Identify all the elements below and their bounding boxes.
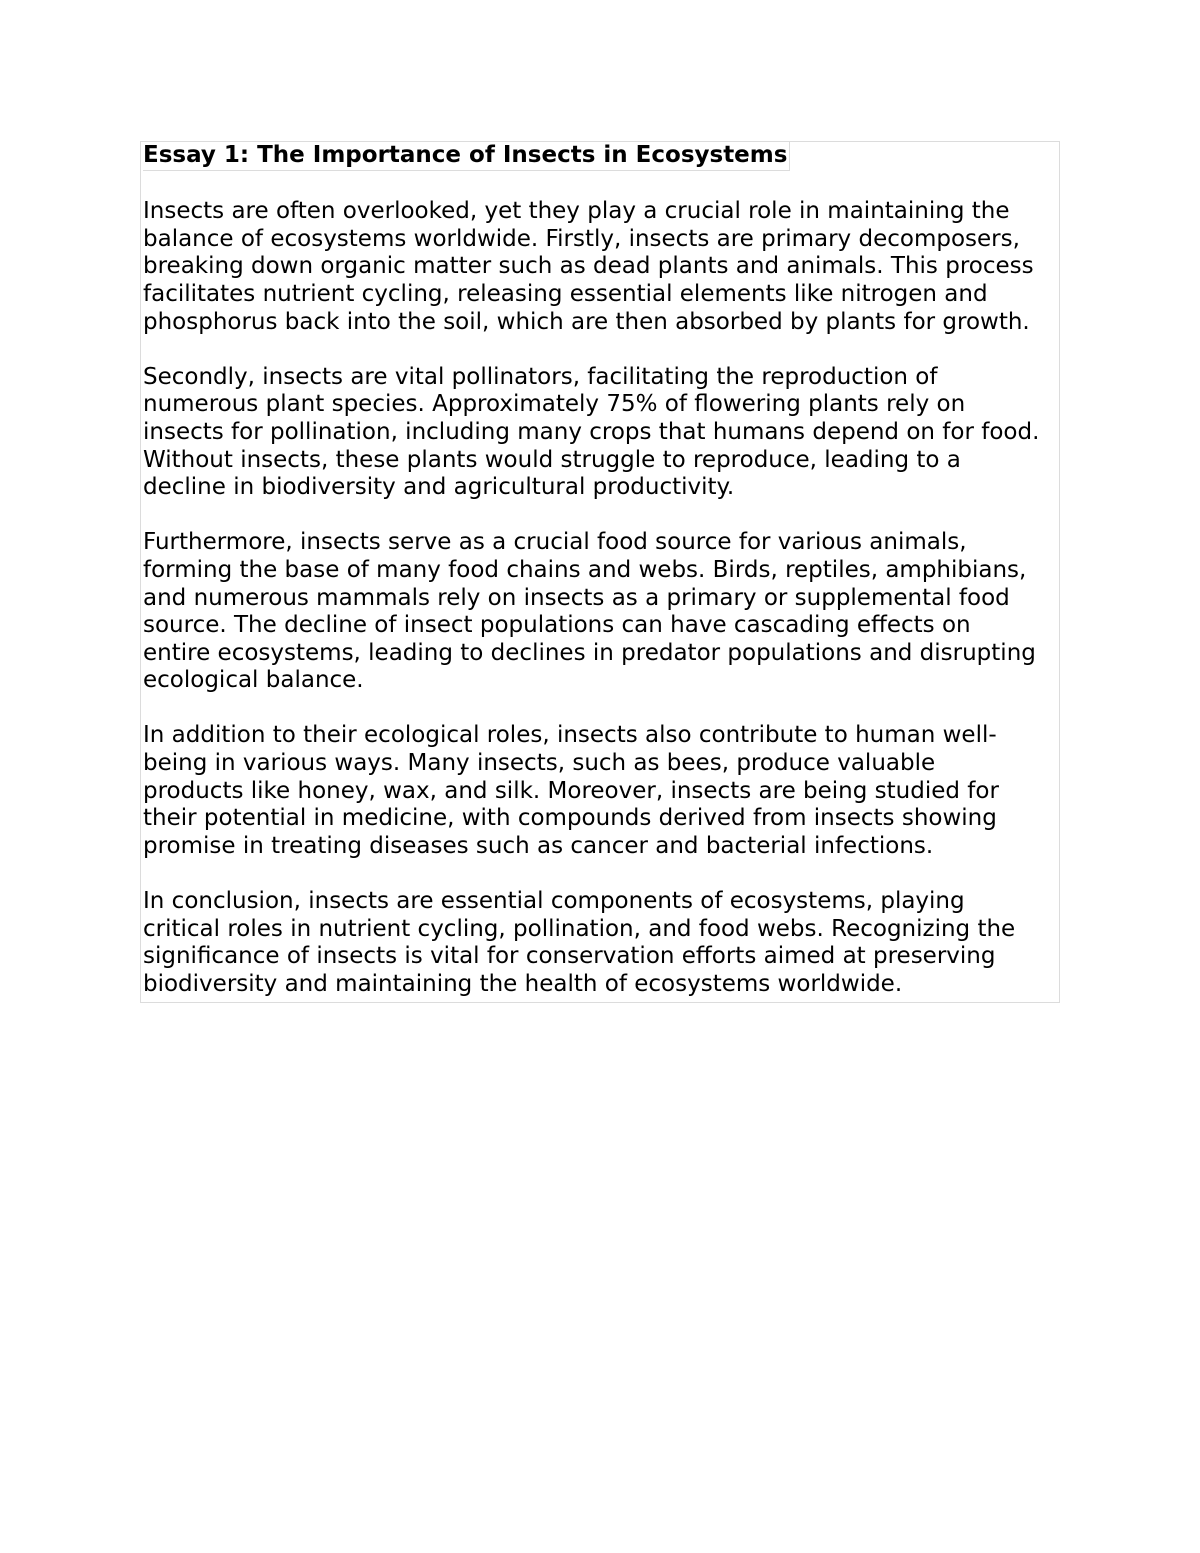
paragraph-line: In addition to their ecological roles, insects also contribute to human well- bbox=[143, 722, 997, 749]
paragraph-line: insects for pollination, including many crops that humans depend on for food. bbox=[143, 418, 1040, 445]
paragraph-line: products like honey, wax, and silk. Moreover, insects are being studied for bbox=[143, 777, 999, 804]
paragraph-line: source. The decline of insect populations can have cascading effects on bbox=[143, 612, 971, 639]
paragraph-line: promise in treating diseases such as cancer and bacterial infections. bbox=[143, 832, 934, 859]
paragraph-line: Insects are often overlooked, yet they play a crucial role in maintaining the bbox=[143, 198, 1010, 225]
essay-title-box bbox=[143, 142, 790, 171]
essay-paragraph-1 bbox=[143, 198, 1059, 336]
essay-title: Essay 1: The Importance of Insects in Ecosystems bbox=[143, 142, 788, 168]
paragraph-line: being in various ways. Many insects, such as bees, produce valuable bbox=[143, 750, 936, 777]
paragraph-line: breaking down organic matter such as dead plants and animals. This process bbox=[143, 253, 1034, 280]
paragraph-line: In conclusion, insects are essential components of ecosystems, playing bbox=[143, 888, 965, 915]
paragraph-line: decline in biodiversity and agricultural productivity. bbox=[143, 474, 735, 501]
essay-paragraph-5 bbox=[143, 888, 1059, 998]
essay-text-box bbox=[140, 141, 1060, 1003]
paragraph-line: phosphorus back into the soil, which are then absorbed by plants for growth. bbox=[143, 308, 1030, 335]
paragraph-line: and numerous mammals rely on insects as a primary or supplemental food bbox=[143, 584, 1010, 611]
paragraph-line: Secondly, insects are vital pollinators, facilitating the reproduction of bbox=[143, 363, 938, 390]
essay-paragraph-4 bbox=[143, 722, 1059, 860]
essay-paragraph-2 bbox=[143, 364, 1059, 502]
paragraph-line: balance of ecosystems worldwide. Firstly, insects are primary decomposers, bbox=[143, 225, 1020, 252]
paragraph-line: entire ecosystems, leading to declines in predator populations and disrupting bbox=[143, 639, 1036, 666]
essay-paragraph-3 bbox=[143, 529, 1059, 695]
paragraph-line: Furthermore, insects serve as a crucial food source for various animals, bbox=[143, 529, 967, 556]
paragraph-line: Without insects, these plants would struggle to reproduce, leading to a bbox=[143, 446, 961, 473]
paragraph-line: their potential in medicine, with compounds derived from insects showing bbox=[143, 805, 997, 832]
paragraph-line: ecological balance. bbox=[143, 667, 364, 694]
paragraph-line: numerous plant species. Approximately 75% of flowering plants rely on bbox=[143, 391, 966, 418]
paragraph-line: biodiversity and maintaining the health of ecosystems worldwide. bbox=[143, 970, 903, 997]
paragraph-line: critical roles in nutrient cycling, pollination, and food webs. Recognizing the bbox=[143, 915, 1016, 942]
paragraph-line: facilitates nutrient cycling, releasing essential elements like nitrogen and bbox=[143, 280, 988, 307]
paragraph-line: significance of insects is vital for conservation efforts aimed at preserving bbox=[143, 943, 996, 970]
paragraph-line: forming the base of many food chains and webs. Birds, reptiles, amphibians, bbox=[143, 556, 1027, 583]
